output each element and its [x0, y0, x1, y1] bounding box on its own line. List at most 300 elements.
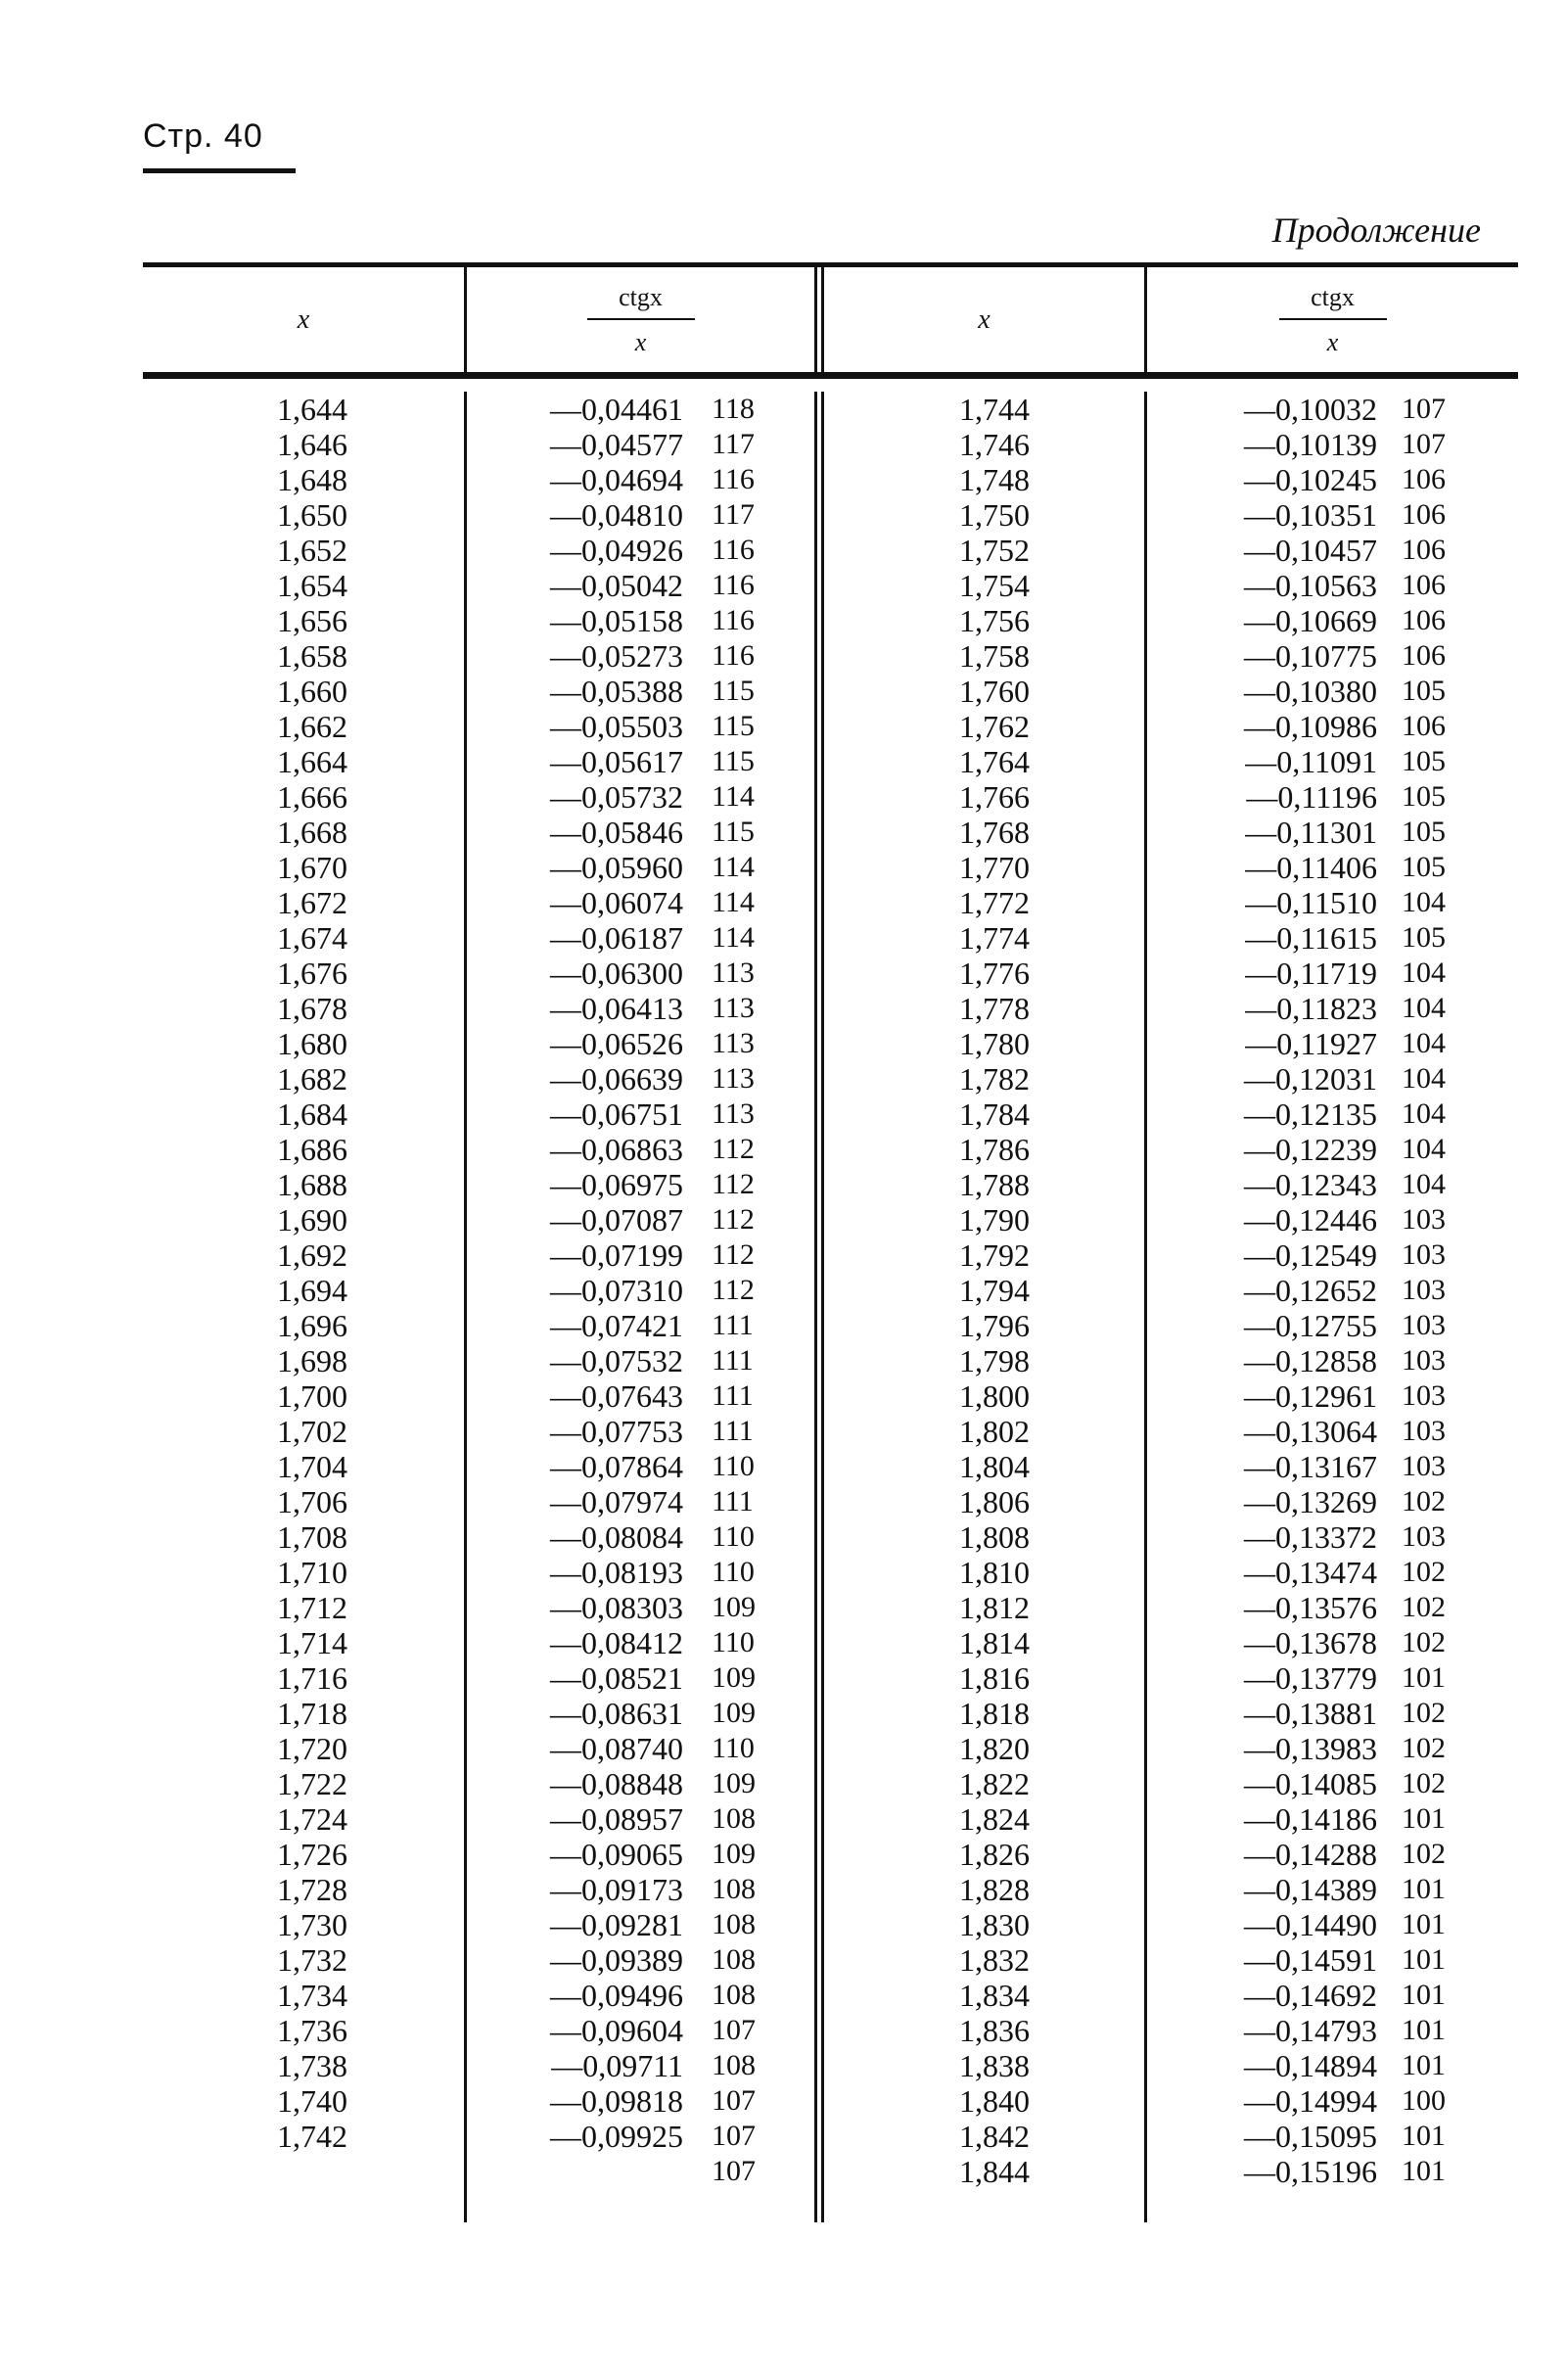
difference-cell: 103 [1402, 1274, 1446, 1306]
difference-cell: 108 [712, 1979, 756, 2011]
x-cell: 1,730 [277, 1907, 347, 1942]
x-cell: 1,666 [277, 779, 347, 815]
difference-cell: 106 [1402, 534, 1446, 566]
value-cell: —0,12135 [1244, 1097, 1377, 1132]
difference-cell: 115 [712, 675, 755, 707]
x-cell: 1,828 [959, 1872, 1030, 1907]
difference-cell: 102 [1402, 1838, 1446, 1870]
value-cell: —0,05617 [550, 744, 683, 779]
difference-cell: 114 [712, 780, 755, 813]
value-cell: —0,08521 [550, 1660, 683, 1696]
difference-cell: 104 [1402, 992, 1446, 1024]
x-cell: 1,664 [277, 744, 347, 779]
x-cell: 1,752 [959, 533, 1030, 568]
x-cell: 1,658 [277, 638, 347, 674]
x-cell: 1,726 [277, 1837, 347, 1872]
difference-cell: 101 [1402, 2155, 1446, 2187]
value-cell: —0,06187 [550, 920, 683, 956]
difference-cell: 104 [1402, 1133, 1446, 1165]
x-cell: 1,748 [959, 462, 1030, 497]
x-cell: 1,742 [277, 2119, 347, 2154]
value-cell: —0,04461 [550, 392, 683, 427]
value-cell: —0,10669 [1244, 603, 1377, 638]
difference-cell: 105 [1402, 745, 1446, 777]
difference-cell: 105 [1402, 675, 1446, 707]
value-cell: —0,12755 [1244, 1308, 1377, 1343]
value-cell: —0,09065 [550, 1837, 683, 1872]
x-cell: 1,720 [277, 1731, 347, 1766]
difference-cell: 115 [712, 816, 755, 848]
difference-cell: 101 [1402, 1979, 1446, 2011]
value-cell: —0,04577 [550, 427, 683, 462]
left-x-column [152, 392, 347, 2154]
value-cell: —0,11091 [1245, 744, 1377, 779]
difference-cell: 101 [1402, 1873, 1446, 1905]
value-cell: —0,10986 [1244, 709, 1377, 744]
value-cell: —0,13064 [1244, 1414, 1377, 1449]
x-cell: 1,808 [959, 1519, 1030, 1555]
difference-cell: 109 [712, 1767, 756, 1799]
x-cell: 1,736 [277, 2013, 347, 2048]
x-cell: 1,648 [277, 462, 347, 497]
header-fraction-right [1147, 267, 1518, 372]
difference-cell: 105 [1402, 921, 1446, 954]
difference-cell: 114 [712, 921, 755, 954]
x-cell: 1,692 [277, 1237, 347, 1273]
x-cell: 1,776 [959, 956, 1030, 991]
fraction [587, 283, 695, 357]
x-cell: 1,818 [959, 1696, 1030, 1731]
right-x-column [834, 392, 1030, 2189]
x-cell: 1,782 [959, 1061, 1030, 1097]
x-cell: 1,678 [277, 991, 347, 1026]
x-cell: 1,806 [959, 1484, 1030, 1519]
x-cell: 1,708 [277, 1519, 347, 1555]
left-diff-column [712, 392, 790, 2189]
difference-cell: 111 [712, 1379, 754, 1412]
table-header-rule [143, 372, 1518, 379]
difference-cell: 104 [1402, 1168, 1446, 1200]
difference-cell: 115 [712, 745, 755, 777]
right-diff-column [1402, 392, 1480, 2189]
value-cell: —0,06300 [550, 956, 683, 991]
fraction [1279, 283, 1387, 357]
value-cell: —0,12858 [1244, 1343, 1377, 1378]
difference-cell: 116 [712, 639, 755, 672]
x-cell: 1,700 [277, 1378, 347, 1414]
x-cell: 1,770 [959, 850, 1030, 885]
fraction-numerator: ctgx [619, 282, 663, 311]
x-cell: 1,812 [959, 1590, 1030, 1625]
value-cell: —0,09818 [550, 2083, 683, 2119]
difference-cell: 108 [712, 1873, 756, 1905]
x-cell: 1,682 [277, 1061, 347, 1097]
difference-cell: 106 [1402, 710, 1446, 742]
value-cell: —0,06526 [550, 1026, 683, 1061]
x-cell: 1,792 [959, 1237, 1030, 1273]
value-cell: —0,09925 [550, 2119, 683, 2154]
difference-cell: 101 [1402, 2014, 1446, 2046]
value-cell: —0,11823 [1245, 991, 1377, 1026]
value-cell: —0,10139 [1244, 427, 1377, 462]
value-cell: —0,05042 [550, 568, 683, 603]
x-cell: 1,756 [959, 603, 1030, 638]
difference-cell: 116 [712, 604, 755, 636]
x-cell: 1,774 [959, 920, 1030, 956]
difference-cell: 103 [1402, 1520, 1446, 1553]
value-cell: —0,08631 [550, 1696, 683, 1731]
value-cell: —0,08303 [550, 1590, 683, 1625]
x-cell: 1,814 [959, 1625, 1030, 1660]
difference-cell: 113 [712, 957, 755, 989]
difference-cell: 105 [1402, 780, 1446, 813]
difference-cell: 106 [1402, 604, 1446, 636]
difference-cell: 110 [712, 1626, 755, 1658]
value-cell: —0,11301 [1245, 815, 1377, 850]
value-cell: —0,10351 [1244, 497, 1377, 533]
value-cell: —0,07532 [550, 1343, 683, 1378]
difference-cell: 101 [1402, 1661, 1446, 1694]
value-cell: —0,12652 [1244, 1273, 1377, 1308]
x-cell: 1,762 [959, 709, 1030, 744]
x-cell: 1,810 [959, 1555, 1030, 1590]
x-cell: 1,830 [959, 1907, 1030, 1942]
difference-cell: 102 [1402, 1556, 1446, 1588]
value-cell: —0,12549 [1244, 1237, 1377, 1273]
difference-cell: 113 [712, 1097, 755, 1130]
value-cell: —0,12343 [1244, 1167, 1377, 1202]
x-cell: 1,684 [277, 1097, 347, 1132]
value-cell: —0,07310 [550, 1273, 683, 1308]
difference-cell: 102 [1402, 1732, 1446, 1764]
x-cell: 1,696 [277, 1308, 347, 1343]
difference-cell: 107 [712, 2155, 756, 2187]
value-cell: —0,13372 [1244, 1519, 1377, 1555]
value-cell: —0,14793 [1244, 2013, 1377, 2048]
difference-cell: 109 [712, 1697, 756, 1729]
x-cell: 1,650 [277, 497, 347, 533]
difference-cell: 111 [712, 1309, 754, 1341]
difference-cell: 104 [1402, 1027, 1446, 1059]
difference-cell: 113 [712, 1027, 755, 1059]
value-cell: —0,07643 [550, 1378, 683, 1414]
difference-cell: 113 [712, 1062, 755, 1095]
difference-cell: 112 [712, 1133, 755, 1165]
x-cell: 1,844 [959, 2154, 1030, 2189]
difference-cell: 101 [1402, 1908, 1446, 1940]
difference-cell: 107 [712, 2014, 756, 2046]
x-cell: 1,716 [277, 1660, 347, 1696]
difference-cell: 106 [1402, 463, 1446, 495]
value-cell: —0,13881 [1244, 1696, 1377, 1731]
difference-cell: 103 [1402, 1344, 1446, 1377]
value-cell: —0,05846 [550, 815, 683, 850]
difference-cell: 104 [1402, 886, 1446, 918]
x-cell: 1,760 [959, 674, 1030, 709]
x-cell: 1,656 [277, 603, 347, 638]
value-cell: —0,11719 [1245, 956, 1377, 991]
x-cell: 1,734 [277, 1978, 347, 2013]
value-cell: —0,13678 [1244, 1625, 1377, 1660]
difference-cell: 101 [1402, 2120, 1446, 2152]
x-cell: 1,784 [959, 1097, 1030, 1132]
x-cell: 1,790 [959, 1202, 1030, 1237]
value-cell: —0,10032 [1244, 392, 1377, 427]
value-cell: —0,07421 [550, 1308, 683, 1343]
value-cell: —0,06751 [550, 1097, 683, 1132]
x-cell: 1,772 [959, 885, 1030, 920]
header-fraction-left [467, 267, 814, 372]
x-cell: 1,674 [277, 920, 347, 956]
value-cell: —0,10775 [1244, 638, 1377, 674]
value-cell: —0,04926 [550, 533, 683, 568]
x-cell: 1,644 [277, 392, 347, 427]
x-cell: 1,816 [959, 1660, 1030, 1696]
fraction-bar [1279, 318, 1387, 320]
difference-cell: 117 [712, 498, 755, 531]
difference-cell: 106 [1402, 639, 1446, 672]
x-cell: 1,688 [277, 1167, 347, 1202]
x-cell: 1,838 [959, 2048, 1030, 2083]
value-cell: —0,13983 [1244, 1731, 1377, 1766]
x-cell: 1,840 [959, 2083, 1030, 2119]
difference-cell: 108 [712, 2049, 756, 2081]
value-cell: —0,06074 [550, 885, 683, 920]
difference-cell: 116 [712, 569, 755, 601]
difference-cell: 104 [1402, 957, 1446, 989]
value-cell: —0,14389 [1244, 1872, 1377, 1907]
value-cell: —0,10563 [1244, 568, 1377, 603]
value-cell: —0,11615 [1245, 920, 1377, 956]
value-cell: —0,10380 [1244, 674, 1377, 709]
value-cell: —0,13576 [1244, 1590, 1377, 1625]
x-cell: 1,718 [277, 1696, 347, 1731]
header-x-label: x [297, 303, 310, 335]
x-cell: 1,668 [277, 815, 347, 850]
x-cell: 1,824 [959, 1801, 1030, 1837]
x-cell: 1,836 [959, 2013, 1030, 2048]
value-cell: —0,11510 [1245, 885, 1377, 920]
page-number-underline [143, 168, 296, 173]
difference-cell: 102 [1402, 1485, 1446, 1517]
value-cell: —0,13779 [1244, 1660, 1377, 1696]
x-cell: 1,780 [959, 1026, 1030, 1061]
difference-cell: 109 [712, 1661, 756, 1694]
value-cell: —0,12031 [1244, 1061, 1377, 1097]
difference-cell: 116 [712, 534, 755, 566]
x-cell: 1,754 [959, 568, 1030, 603]
left-value-column [458, 392, 683, 2154]
value-cell: —0,09604 [550, 2013, 683, 2048]
x-cell: 1,694 [277, 1273, 347, 1308]
x-cell: 1,670 [277, 850, 347, 885]
difference-cell: 110 [712, 1556, 755, 1588]
difference-cell: 108 [712, 1802, 756, 1835]
difference-cell: 111 [712, 1485, 754, 1517]
column-divider [1144, 392, 1147, 2222]
value-cell: —0,05273 [550, 638, 683, 674]
value-cell: —0,11406 [1245, 850, 1377, 885]
difference-cell: 115 [712, 710, 755, 742]
difference-cell: 106 [1402, 498, 1446, 531]
value-cell: —0,12961 [1244, 1378, 1377, 1414]
x-cell: 1,702 [277, 1414, 347, 1449]
x-cell: 1,768 [959, 815, 1030, 850]
value-cell: —0,05960 [550, 850, 683, 885]
difference-cell: 104 [1402, 1097, 1446, 1130]
x-cell: 1,740 [277, 2083, 347, 2119]
x-cell: 1,704 [277, 1449, 347, 1484]
difference-cell: 107 [712, 2084, 756, 2117]
x-cell: 1,842 [959, 2119, 1030, 2154]
value-cell: —0,13474 [1244, 1555, 1377, 1590]
value-cell: —0,15196 [1244, 2154, 1377, 2189]
fraction-numerator: ctgx [1311, 282, 1355, 311]
difference-cell: 116 [712, 463, 755, 495]
difference-cell: 103 [1402, 1238, 1446, 1271]
x-cell: 1,758 [959, 638, 1030, 674]
x-cell: 1,832 [959, 1942, 1030, 1978]
value-cell: —0,14288 [1244, 1837, 1377, 1872]
x-cell: 1,764 [959, 744, 1030, 779]
value-cell: —0,14591 [1244, 1942, 1377, 1978]
x-cell: 1,676 [277, 956, 347, 991]
value-cell: —0,14994 [1244, 2083, 1377, 2119]
value-cell: —0,05388 [550, 674, 683, 709]
value-cell: —0,09281 [550, 1907, 683, 1942]
header-x-left [143, 267, 464, 372]
value-cell: —0,13269 [1244, 1484, 1377, 1519]
difference-cell: 118 [712, 393, 755, 425]
value-cell: —0,04810 [550, 497, 683, 533]
x-cell: 1,660 [277, 674, 347, 709]
difference-cell: 111 [712, 1344, 754, 1377]
difference-cell: 114 [712, 851, 755, 883]
x-cell: 1,750 [959, 497, 1030, 533]
x-cell: 1,728 [277, 1872, 347, 1907]
x-cell: 1,662 [277, 709, 347, 744]
x-cell: 1,714 [277, 1625, 347, 1660]
value-cell: —0,14085 [1244, 1766, 1377, 1801]
value-cell: —0,14894 [1244, 2048, 1377, 2083]
value-cell: —0,09711 [551, 2048, 683, 2083]
fraction-bar [587, 318, 695, 320]
x-cell: 1,746 [959, 427, 1030, 462]
x-cell: 1,804 [959, 1449, 1030, 1484]
value-cell: —0,09173 [550, 1872, 683, 1907]
value-cell: —0,07753 [550, 1414, 683, 1449]
difference-cell: 113 [712, 992, 755, 1024]
value-cell: —0,14186 [1244, 1801, 1377, 1837]
right-value-column [1152, 392, 1377, 2189]
x-cell: 1,744 [959, 392, 1030, 427]
difference-cell: 107 [1402, 428, 1446, 460]
x-cell: 1,722 [277, 1766, 347, 1801]
difference-cell: 108 [712, 1908, 756, 1940]
x-cell: 1,786 [959, 1132, 1030, 1167]
x-cell: 1,766 [959, 779, 1030, 815]
difference-cell: 101 [1402, 2049, 1446, 2081]
value-cell: —0,07199 [550, 1237, 683, 1273]
x-cell: 1,796 [959, 1308, 1030, 1343]
value-cell: —0,06975 [550, 1167, 683, 1202]
difference-cell: 102 [1402, 1767, 1446, 1799]
x-cell: 1,690 [277, 1202, 347, 1237]
center-double-divider [814, 267, 824, 372]
fraction-denominator: x [1326, 327, 1339, 356]
difference-cell: 106 [1402, 569, 1446, 601]
value-cell: —0,11927 [1245, 1026, 1377, 1061]
difference-cell: 111 [712, 1415, 754, 1447]
value-cell: —0,05503 [550, 709, 683, 744]
x-cell: 1,698 [277, 1343, 347, 1378]
x-cell: 1,802 [959, 1414, 1030, 1449]
difference-cell: 101 [1402, 1802, 1446, 1835]
value-cell: —0,08084 [550, 1519, 683, 1555]
value-cell: —0,11196 [1246, 779, 1377, 815]
difference-cell: 103 [1402, 1415, 1446, 1447]
difference-cell: 103 [1402, 1203, 1446, 1236]
value-cell: —0,12239 [1244, 1132, 1377, 1167]
x-cell: 1,712 [277, 1590, 347, 1625]
difference-cell: 110 [712, 1450, 755, 1482]
difference-cell: 107 [712, 2120, 756, 2152]
difference-cell: 102 [1402, 1626, 1446, 1658]
header-x-right [824, 267, 1144, 372]
difference-cell: 112 [712, 1168, 755, 1200]
value-cell: —0,08412 [550, 1625, 683, 1660]
difference-cell: 114 [712, 886, 755, 918]
value-cell: —0,08193 [550, 1555, 683, 1590]
value-cell: —0,06863 [550, 1132, 683, 1167]
difference-cell: 103 [1402, 1450, 1446, 1482]
continuation-label: Продолжение [1271, 210, 1481, 250]
value-cell: —0,07087 [550, 1202, 683, 1237]
x-cell: 1,686 [277, 1132, 347, 1167]
x-cell: 1,788 [959, 1167, 1030, 1202]
x-cell: 1,732 [277, 1942, 347, 1978]
x-cell: 1,778 [959, 991, 1030, 1026]
x-cell: 1,654 [277, 568, 347, 603]
x-cell: 1,826 [959, 1837, 1030, 1872]
value-cell: —0,04694 [550, 462, 683, 497]
x-cell: 1,706 [277, 1484, 347, 1519]
x-cell: 1,820 [959, 1731, 1030, 1766]
difference-cell: 100 [1402, 2084, 1446, 2117]
value-cell: —0,07864 [550, 1449, 683, 1484]
difference-cell: 102 [1402, 1591, 1446, 1623]
difference-cell: 117 [712, 428, 755, 460]
difference-cell: 102 [1402, 1697, 1446, 1729]
value-cell: —0,09496 [550, 1978, 683, 2013]
x-cell: 1,672 [277, 885, 347, 920]
x-cell: 1,834 [959, 1978, 1030, 2013]
x-cell: 1,710 [277, 1555, 347, 1590]
difference-cell: 105 [1402, 816, 1446, 848]
difference-cell: 105 [1402, 851, 1446, 883]
difference-cell: 109 [712, 1591, 756, 1623]
x-cell: 1,680 [277, 1026, 347, 1061]
value-cell: —0,05158 [550, 603, 683, 638]
value-cell: —0,13167 [1244, 1449, 1377, 1484]
difference-cell: 103 [1402, 1309, 1446, 1341]
difference-cell: 107 [1402, 393, 1446, 425]
x-cell: 1,652 [277, 533, 347, 568]
value-cell: —0,07974 [550, 1484, 683, 1519]
value-cell: —0,10457 [1244, 533, 1377, 568]
difference-cell: 104 [1402, 1062, 1446, 1095]
value-cell: —0,08957 [550, 1801, 683, 1837]
